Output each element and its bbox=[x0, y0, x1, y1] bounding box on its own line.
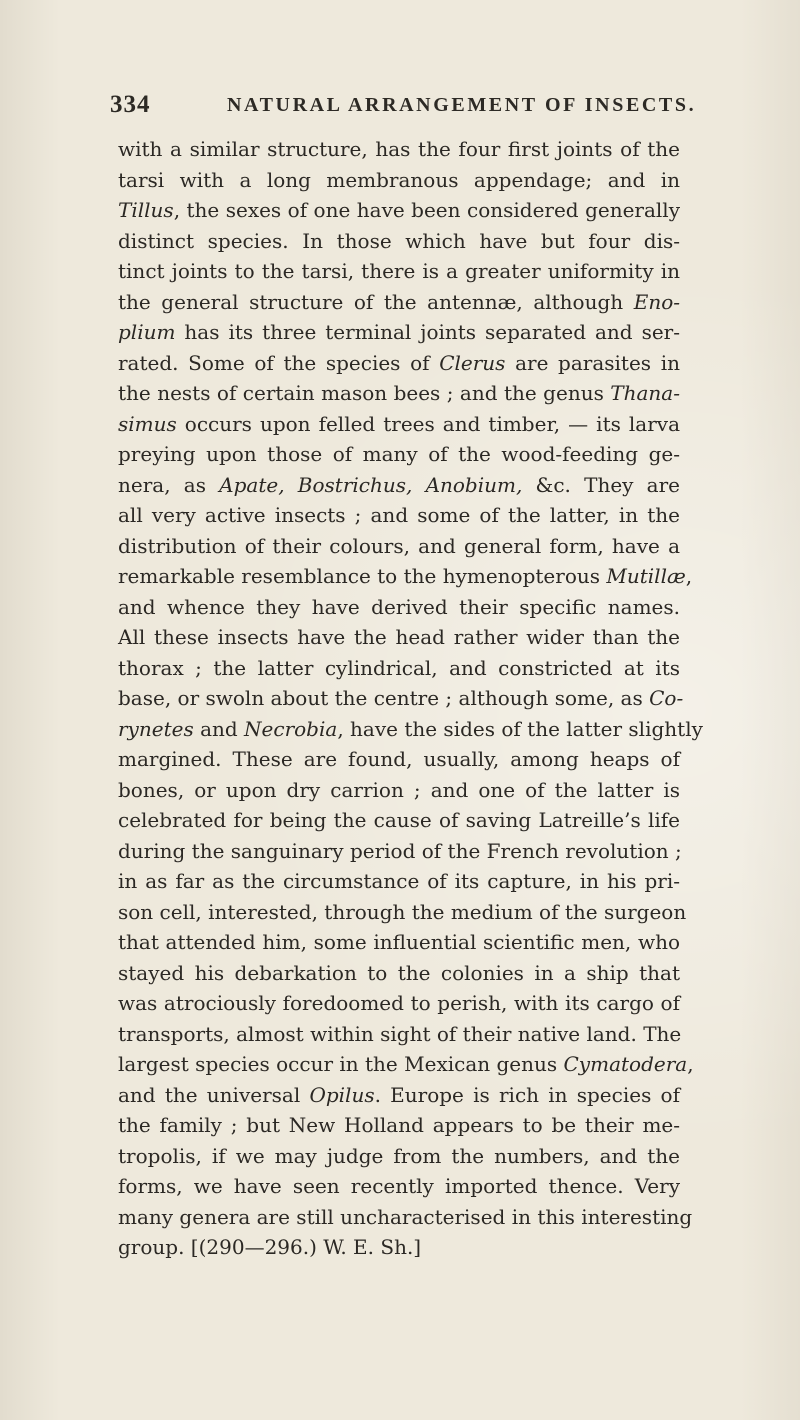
text-line bbox=[118, 897, 687, 928]
text-run: occurs upon felled trees and timber, — its larva bbox=[176, 411, 680, 436]
text-run: thorax ; the latter cylindrical, and constricted at its bbox=[118, 655, 680, 680]
text-line bbox=[118, 714, 703, 745]
text-run: , bbox=[685, 564, 693, 588]
text-run: . Europe is rich in species of bbox=[374, 1082, 680, 1107]
text-line bbox=[118, 195, 680, 226]
text-run: distribution of their colours, and general form, have a bbox=[118, 533, 680, 558]
text-run: are parasites in bbox=[505, 350, 680, 375]
text-run: the nests of certain mason bees ; and the genus bbox=[118, 381, 611, 405]
italic-term: Thana- bbox=[610, 381, 680, 405]
text-line bbox=[118, 439, 680, 470]
text-run: the family ; but New Holland appears to be their me- bbox=[118, 1113, 680, 1137]
text-line bbox=[118, 1232, 680, 1263]
text-run: distinct species. In those which have but four dis- bbox=[118, 228, 680, 253]
text-line bbox=[118, 1141, 680, 1172]
text-line bbox=[118, 683, 684, 714]
text-run: tarsi with a long membranous appendage; and in bbox=[118, 167, 680, 192]
text-run: transports, almost within sight of their native land. The bbox=[118, 1021, 682, 1046]
text-run: and the universal bbox=[118, 1082, 310, 1107]
text-run: all very active insects ; and some of the latter, in the bbox=[118, 503, 680, 527]
text-run: many genera are still uncharacterised in this interesting bbox=[118, 1204, 693, 1229]
italic-term: Apate, Bostrichus, Anobium, bbox=[219, 472, 523, 497]
text-line bbox=[118, 470, 680, 501]
italic-term: Tillus bbox=[118, 198, 174, 222]
text-run: son cell, interested, through the medium of the surgeon bbox=[118, 899, 687, 924]
text-line bbox=[118, 500, 680, 531]
text-run: was atrociously foredoomed to perish, with its cargo of bbox=[118, 991, 680, 1015]
text-run: remarkable resemblance to the hymenopterous bbox=[118, 564, 607, 588]
text-line bbox=[118, 958, 680, 989]
text-line bbox=[118, 409, 680, 440]
text-line bbox=[118, 622, 680, 653]
text-run: All these insects have the head rather wider than the bbox=[118, 625, 680, 649]
italic-term: Necrobia bbox=[244, 716, 338, 741]
text-line bbox=[118, 1080, 680, 1111]
text-run: celebrated for being the cause of saving Latreille’s life bbox=[118, 808, 680, 832]
text-line bbox=[118, 1202, 693, 1233]
text-line bbox=[118, 165, 680, 196]
text-run: tinct joints to the tarsi, there is a greater uniformity in bbox=[118, 259, 680, 283]
text-line bbox=[118, 927, 680, 958]
text-line bbox=[118, 592, 680, 623]
text-run: rated. Some of the species of bbox=[118, 350, 440, 375]
italic-term: Co- bbox=[649, 686, 684, 710]
text-run: and whence they have derived their specific names. bbox=[118, 594, 680, 619]
text-run: &c. They are bbox=[522, 472, 681, 497]
text-run: margined. These are found, usually, among heaps of bbox=[118, 747, 680, 771]
text-line bbox=[118, 378, 680, 409]
text-run: preying upon those of many of the wood-feeding ge- bbox=[118, 442, 680, 466]
text-line bbox=[118, 226, 680, 257]
text-line bbox=[118, 531, 680, 562]
text-run: , the sexes of one have been considered generally bbox=[173, 198, 680, 222]
italic-term: Opilus bbox=[309, 1082, 375, 1107]
body-text bbox=[118, 134, 703, 1263]
italic-term: Eno- bbox=[633, 289, 680, 314]
text-run: base, or swoln about the centre ; although some, as bbox=[118, 686, 650, 710]
text-line bbox=[118, 561, 693, 592]
text-line bbox=[118, 836, 680, 867]
text-line bbox=[118, 317, 680, 348]
italic-term: rynetes bbox=[118, 716, 194, 741]
text-run: largest species occur in the Mexican genus bbox=[118, 1052, 564, 1076]
text-line bbox=[118, 744, 680, 775]
text-line bbox=[118, 1171, 680, 1202]
text-run: forms, we have seen recently imported thence. Very bbox=[118, 1174, 680, 1198]
text-line bbox=[118, 1110, 680, 1141]
running-head-title: NATURAL ARRANGEMENT OF INSECTS. bbox=[227, 94, 697, 116]
italic-term: Cymatodera bbox=[563, 1052, 688, 1076]
text-line bbox=[118, 805, 680, 836]
italic-term: Mutillæ bbox=[606, 564, 686, 588]
text-run: during the sanguinary period of the French revolution ; bbox=[118, 838, 682, 863]
text-run: that attended him, some influential scientific men, who bbox=[118, 930, 680, 954]
text-line bbox=[118, 1049, 694, 1080]
italic-term: simus bbox=[118, 411, 177, 436]
text-line bbox=[118, 866, 680, 897]
page-number: 334 bbox=[110, 91, 151, 118]
text-run: has its three terminal joints separated and ser- bbox=[175, 320, 680, 344]
text-line bbox=[118, 134, 680, 165]
text-line bbox=[118, 287, 680, 318]
text-line bbox=[118, 775, 680, 806]
italic-term: Clerus bbox=[439, 350, 506, 375]
text-line bbox=[118, 1019, 680, 1050]
text-run: stayed his debarkation to the colonies in a ship that bbox=[118, 960, 680, 985]
running-head bbox=[110, 91, 697, 121]
text-run: nera, as bbox=[118, 472, 220, 497]
text-run: , bbox=[687, 1052, 694, 1076]
italic-term: plium bbox=[118, 320, 176, 344]
text-run: and bbox=[193, 716, 245, 741]
text-run: , have the sides of the latter slightly bbox=[337, 716, 703, 741]
text-line bbox=[118, 653, 680, 684]
text-run: the general structure of the antennæ, although bbox=[118, 289, 634, 314]
text-run: bones, or upon dry carrion ; and one of the latter is bbox=[118, 777, 680, 802]
text-run: group. [(290—296.) W. E. Sh.] bbox=[118, 1235, 422, 1259]
text-run: with a similar structure, has the four first joints of the bbox=[118, 137, 680, 161]
text-run: in as far as the circumstance of its capture, in his pri- bbox=[118, 869, 680, 893]
text-line bbox=[118, 348, 680, 379]
text-run: tropolis, if we may judge from the numbers, and the bbox=[118, 1143, 680, 1168]
text-line bbox=[118, 988, 680, 1019]
text-line bbox=[118, 256, 680, 287]
